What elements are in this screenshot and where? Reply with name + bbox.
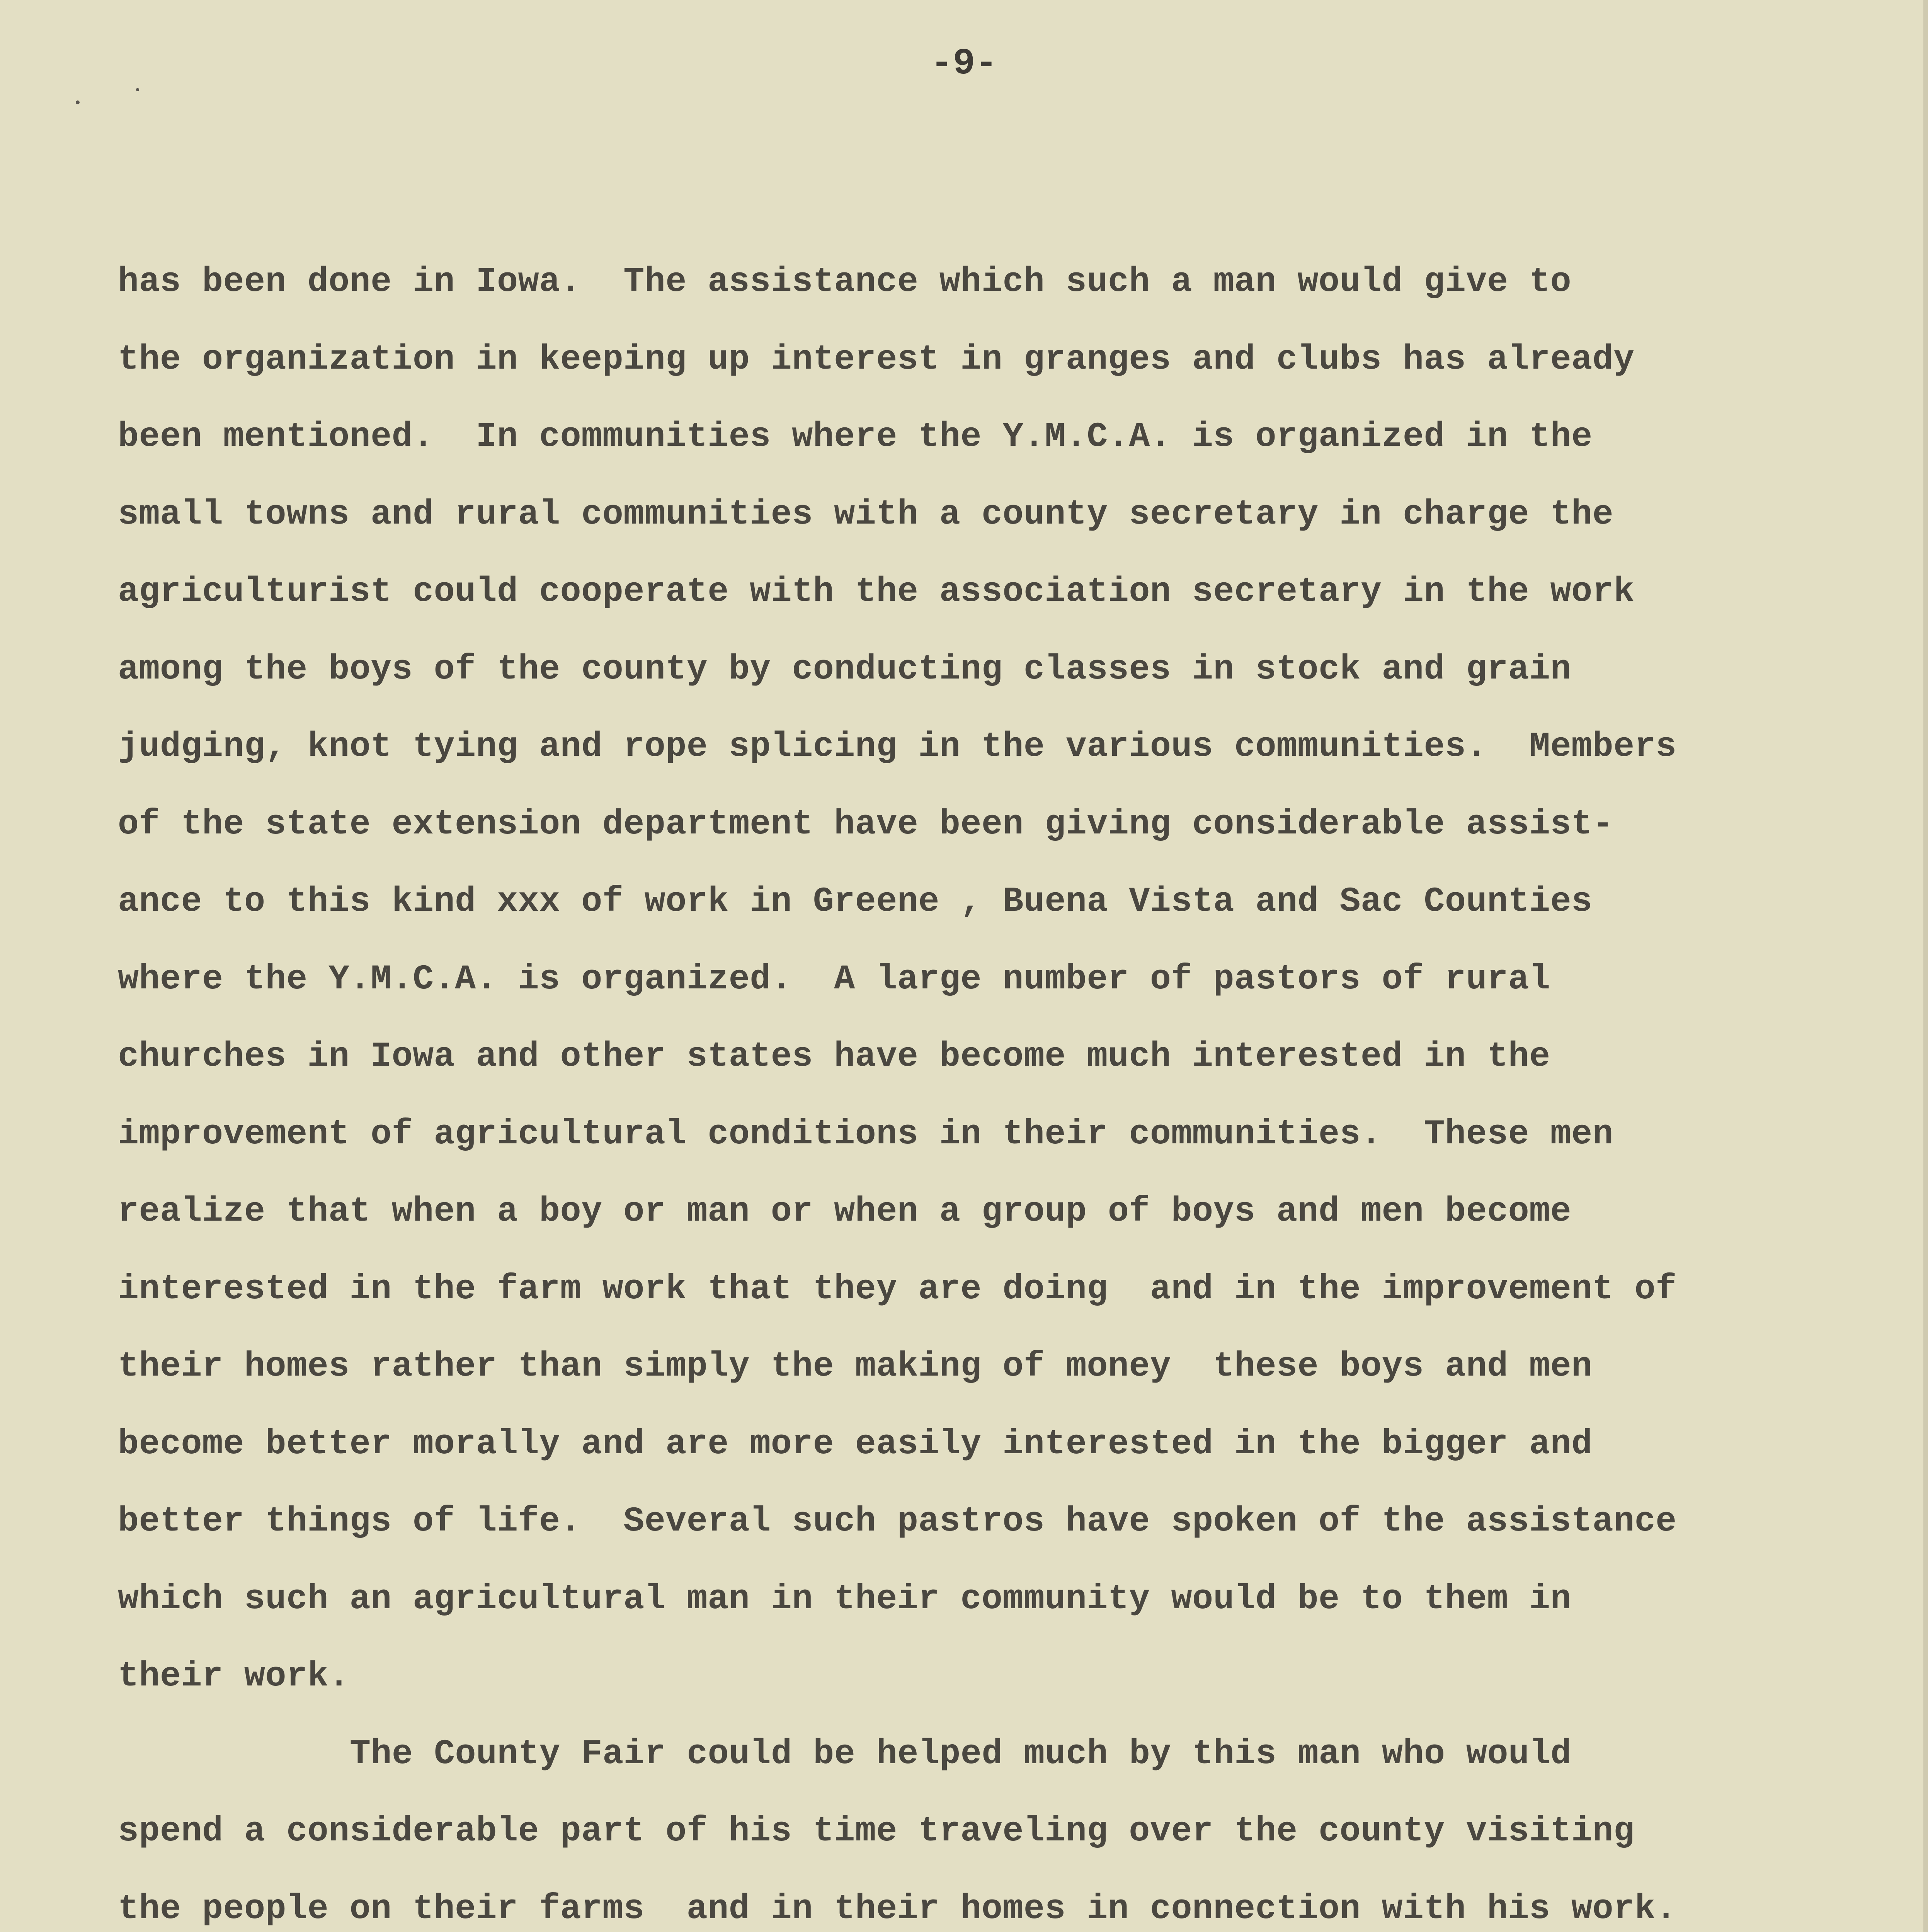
text-line: their work. <box>118 1657 350 1696</box>
scan-edge-right <box>1923 0 1928 1932</box>
text-line: small towns and rural communities with a county secretary in charge the <box>118 495 1614 534</box>
text-line: which such an agricultural man in their community would be to them in <box>118 1579 1572 1619</box>
text-line: of the state extension department have been giving considerable assist- <box>118 804 1614 844</box>
text-line: spend a considerable part of his time traveling over the county visiting <box>118 1812 1635 1851</box>
text-line: ance to this kind xxx of work in Greene , Buena Vista and Sac Counties <box>118 882 1593 922</box>
typed-text-body <box>118 243 1818 1932</box>
text-line: realize that when a boy or man or when a group of boys and men become <box>118 1192 1572 1231</box>
paper-speck <box>76 100 80 104</box>
paper-speck <box>136 88 139 91</box>
paragraph-2 <box>118 1716 1818 1932</box>
text-line: churches in Iowa and other states have become much interested in the <box>118 1037 1550 1077</box>
text-line: where the Y.M.C.A. is organized. A large number of pastors of rural <box>118 959 1550 999</box>
text-line: among the boys of the county by conducting classes in stock and grain <box>118 650 1572 689</box>
page-number: -9- <box>931 43 997 85</box>
text-line: improvement of agricultural conditions in their communities. These men <box>118 1114 1614 1154</box>
text-line: agriculturist could cooperate with the association secretary in the work <box>118 572 1635 612</box>
text-line: become better morally and are more easily interested in the bigger and <box>118 1424 1593 1464</box>
text-line: has been done in Iowa. The assistance which such a man would give to <box>118 262 1572 302</box>
text-line: their homes rather than simply the making of money these boys and men <box>118 1347 1593 1386</box>
text-line: the organization in keeping up interest in granges and clubs has already <box>118 340 1635 379</box>
text-line: interested in the farm work that they are doing and in the improvement of <box>118 1269 1677 1309</box>
text-line: been mentioned. In communities where the Y.M.C.A. is organized in the <box>118 417 1593 457</box>
paragraph-1 <box>118 243 1818 1716</box>
text-line: judging, knot tying and rope splicing in the various communities. Members <box>118 727 1677 767</box>
text-line: better things of life. Several such pastros have spoken of the assistance <box>118 1502 1677 1541</box>
text-line: the people on their farms and in their homes in connection with his work. <box>118 1889 1677 1929</box>
text-line: The County Fair could be helped much by this man who would <box>350 1734 1572 1774</box>
